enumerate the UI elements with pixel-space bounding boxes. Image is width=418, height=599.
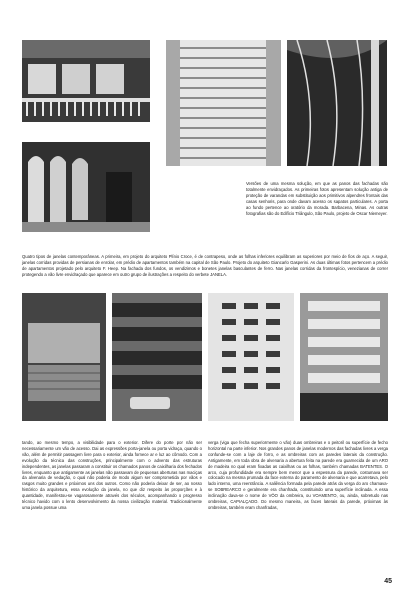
photo-apartment-rear-facade (208, 293, 294, 421)
photo-window-roll-shutters (112, 293, 202, 421)
photo-balcony-interior (22, 142, 150, 232)
photo-balcony-exterior (22, 40, 150, 122)
photo-apartment-front-facade (300, 293, 388, 421)
caption-top: Versões de uma mesma solução, em que as panos das fachadas são totalmente envidraçados. As primeiras fotos apresentam solução antiga de proteção de varandas em substituição aos primitivos alpendres frontais das casas senhoris, para onde davam acesso os sapatos particulares. A porta ao fundo pertence ao oratório da morada. Barbacena, Minas. As outras fotografias são do Edifício Triângulo, São Paulo, projeto de Oscar Niemeyer. (246, 181, 388, 216)
page-number: 45 (384, 578, 392, 585)
photo-tower-facade (166, 40, 281, 166)
body-text-left: tando, ao mesmo tempo, a visibilidade para o exterior. Difere do porte por não ser necessariamente um vão de acesso. Dai as expressões porta-janela ou porta vidraça, quando o vão, além de permitir passagem livre para o exterior, ainda fornece ar e luz ao cômodo. Com a evolução da técnica das construções, principalmente com o advento das estruturas independentes, as janelas passaram a constituir os chamados panos de caixilharia dos fechados livres, enquanto que antigamente as janelas não passavam de pequenas aberturas nas maciças da alvenaria de vedação, o qual não poderia de modo algum ser comprometida por vãos e rasgos muito grandes e próximos uns dos outros. Como não poderia deixar de ser, ao nosso histórico da arquitetura, essa evolução da janela, no que diz respeito às proporções e à quantidade, manifestou-se vagarosamente através dos séculos, acompanhando o progresso técnico havido com o lento desenvolvimento da nossa civilização material. Tradicionalmente uma janela possue uma (22, 440, 202, 510)
caption-middle: Quatro tipos de janelas contemporâneas. A primeira, em projeto do arquiteto Plínio Croce, é de contrapeso, onde as folhas inferiores equilibram as superiores por meio de fios de aço. A seguir, janelas corridas providas de persianas de enrolar, em prédio de apartamentos também na capital de São Paulo. Projeto do arquiteto Giancarlo Gasperini. As duas últimas fotos pertencem a prédio de apartamentos projetado pelo arquiteto F. Heep. Na fachada dos fundos, os vendizimos e bonetes janelas basculantes de ferro. Nas janelas corridas da frontespício, venezianas de correr protegendo a vão livre envidraçado que aparece em outro grupo de ilustrações a respeito do verbete JANELA. (22, 254, 388, 277)
body-text-right: verga (viga que fecha superiormente o vão) duas ombreiras e o peitoril ou superfície de fecho horizontal na parte inferior. Nos grandes panos de janelas modernos das fachadas livres a verga confunde-se com a laje de forro, e as ombreiras com as paredes laterais da construção. Antigamente, em toda obra de alvenaria a abertura feita na parede era guarnecida de um ARO de madeira no qual eram fixadas as caixilhas ou as folhas, também chamadas BATENTES. O arco, cuja profundidade era sempre bem menor que a espessura da parede, costumava ser colocado na mesma prumada da face externa do paramento de alvenaria e que acarretava, pelo lado interno, uma reentrância. A saliência formada pela parede atrás da verga do aro chamava-se SOBREARCO e geralmente era chanfrada, constituindo uma superfície inclinada. A essa inclinação dava-se o nome de VÔO da ombreira, ou VOAMENTO, ou, ainda, sobretudo nas ombreiras, CAPIALÇADO. Do mesmo maneira, as faces laterais da parede, próximas às ombreiras, também eram chanfradas, (208, 440, 388, 510)
photo-window-counterweight (22, 293, 106, 421)
photo-curved-glass-facade (287, 40, 387, 166)
